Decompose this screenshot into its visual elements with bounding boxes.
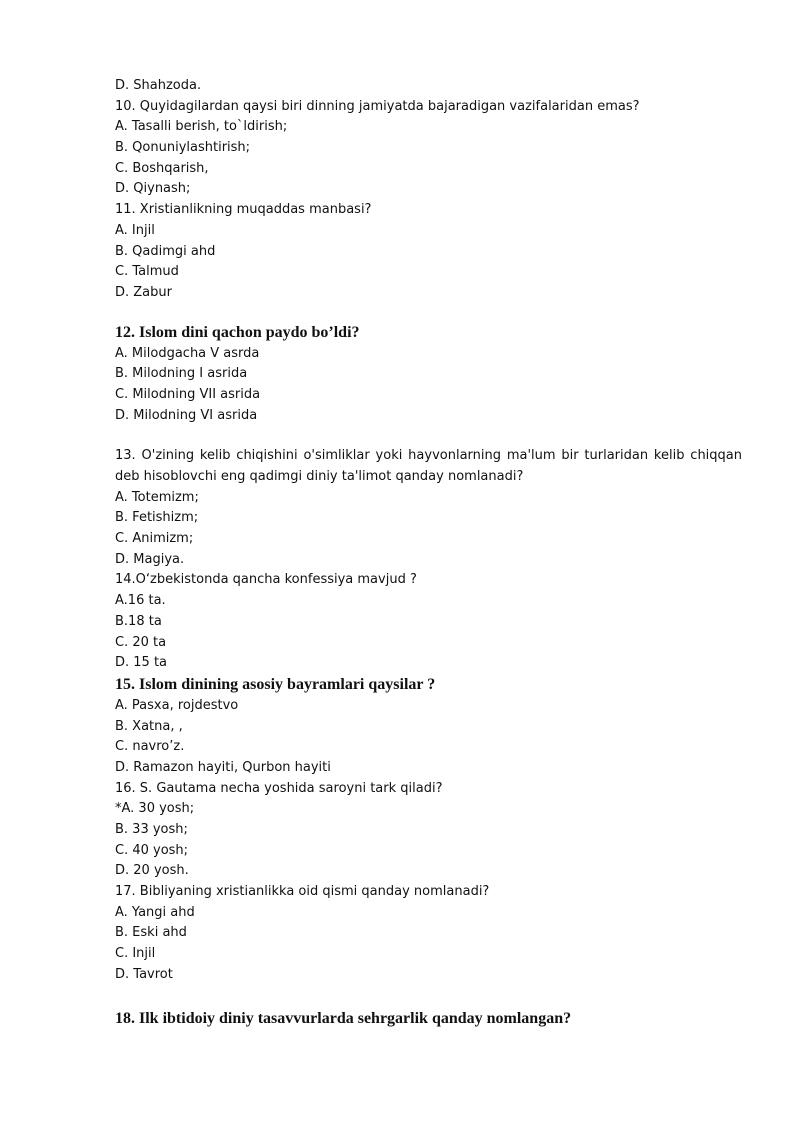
text-line: B. Qonuniylashtirish; xyxy=(115,140,251,156)
text-line: D. Tavrot xyxy=(115,966,173,982)
text-line: D. Milodning VI asrida xyxy=(115,407,258,423)
text-line: D. Zabur xyxy=(115,284,172,300)
text-line: A. Totemizm; xyxy=(115,489,199,505)
text-line: *A. 30 yosh; xyxy=(115,801,195,817)
text-line: C. Animizm; xyxy=(115,531,194,547)
text-line: C. Boshqarish, xyxy=(115,160,209,176)
spacer xyxy=(115,986,742,1008)
text-line: B. Milodning I asrida xyxy=(115,366,248,382)
text-line: D. 15 ta xyxy=(115,655,168,671)
text-line: A. Milodgacha V asrda xyxy=(115,345,260,361)
text-line: C. Injil xyxy=(115,946,156,962)
question-heading: 12. Islom dini qachon paydo bo’ldi? xyxy=(115,323,360,341)
text-line: C. 20 ta xyxy=(115,634,167,650)
text-line: A. Tasalli berish, to`ldirish; xyxy=(115,119,288,135)
text-line: D. Qiynash; xyxy=(115,181,191,197)
text-line: B. Fetishizm; xyxy=(115,510,199,526)
text-line: D. 20 yosh. xyxy=(115,863,189,879)
text-line: B. Xatna, , xyxy=(115,718,183,734)
text-line: A. Yangi ahd xyxy=(115,904,195,920)
spacer xyxy=(115,304,742,322)
text-line: A. Pasxa, rojdestvo xyxy=(115,697,239,713)
text-line: B. 33 yosh; xyxy=(115,822,188,838)
question-heading: 18. Ilk ibtidoiy diniy tasavvurlarda sehrgarlik qanday nomlangan? xyxy=(115,1009,572,1027)
text-line: 10. Quyidagilardan qaysi biri dinning jamiyatda bajaradigan vazifalaridan emas? xyxy=(115,98,640,114)
text-line: D. Magiya. xyxy=(115,551,185,567)
question-heading: 15. Islom dinining asosiy bayramlari qaysilar ? xyxy=(115,675,436,693)
text-line: 16. S. Gautama necha yoshida saroyni tark qiladi? xyxy=(115,780,443,796)
text-line: C. navro’z. xyxy=(115,739,185,755)
text-line: C. 40 yosh; xyxy=(115,842,189,858)
text-line: A. Injil xyxy=(115,222,155,238)
text-line: D. Ramazon hayiti, Qurbon hayiti xyxy=(115,759,331,775)
spacer xyxy=(115,426,742,446)
text-line: B. Qadimgi ahd xyxy=(115,243,216,259)
text-line: 17. Bibliyaning xristianlikka oid qismi qanday nomlanadi? xyxy=(115,884,490,900)
text-line: A.16 ta. xyxy=(115,593,166,609)
text-line: 14.O‘zbekistonda qancha konfessiya mavjud ? xyxy=(115,572,417,588)
question-paragraph: 13. O'zining kelib chiqishini o'simliklar yoki hayvonlarning ma'lum bir turlaridan kelib chiqqan deb hisoblovchi eng qadimgi diniy ta'limot qanday nomlanadi? xyxy=(115,448,742,485)
text-line: D. Shahzoda. xyxy=(115,78,202,93)
text-line: 11. Xristianlikning muqaddas manbasi? xyxy=(115,202,372,218)
text-line: B.18 ta xyxy=(115,613,162,629)
text-line: C. Talmud xyxy=(115,264,179,280)
text-line: C. Milodning VII asrida xyxy=(115,386,261,402)
text-line: B. Eski ahd xyxy=(115,925,187,941)
